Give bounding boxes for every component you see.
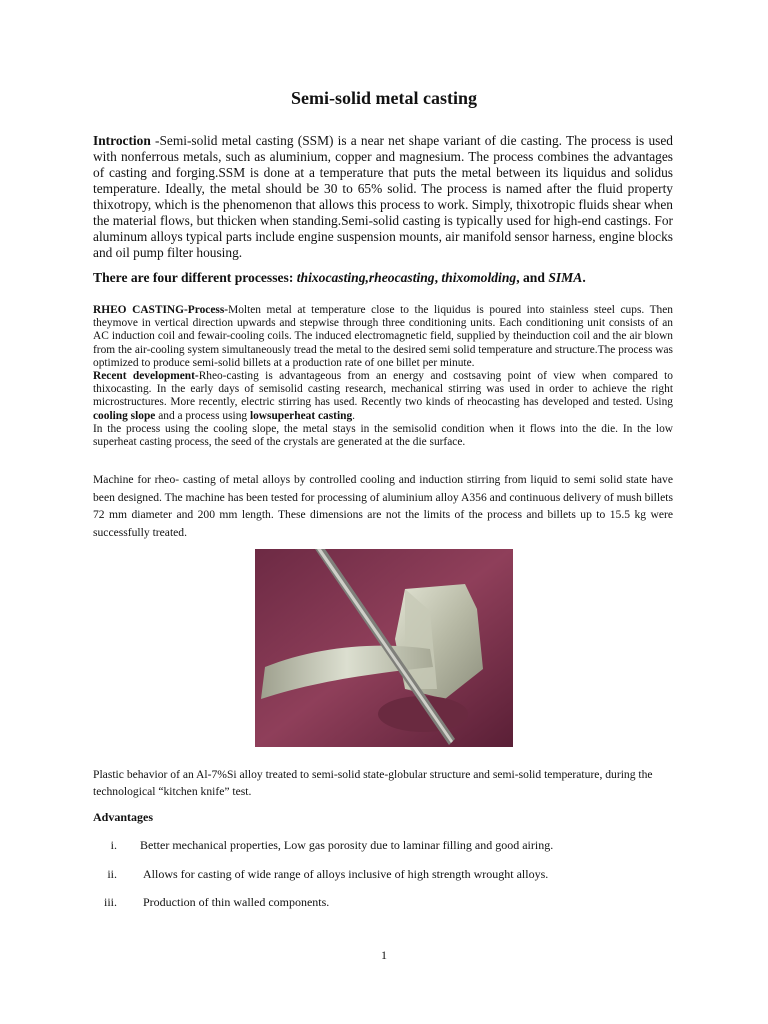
processes-end: .: [582, 270, 586, 285]
advantages-heading: Advantages: [93, 810, 154, 824]
introduction-text: -Semi-solid metal casting (SSM) is a near net shape variant of die casting. The process is used with nonferrous metals, such as aluminium, copper and magnesium. The process combines the advantages of casting and forging.SSM is done at a temperature that puts the metal between its liquidus and solidus temperature. Ideally, the metal should be 30 to 65% solid. The process is named after the fluid property thixotropy, which is the phenomenon that allows this process to work. Simply, thixotropic fluids shear when the material flows, but thicken when standing.Semi-solid casting is typically used for high-end castings. For aluminum alloys typical parts include engine suspension mounts, air manifold sensor harness, engine blocks and oil pump filter housing.: [93, 133, 673, 260]
kitchen-knife-test-photo: [255, 549, 513, 747]
recent-development-text-2: and a process using: [155, 409, 250, 422]
process-thixocasting-rheocasting: thixocasting,rheocasting: [296, 270, 435, 285]
recent-development-label: Recent development-: [93, 370, 199, 383]
cooling-slope-text: In the process using the cooling slope, the metal stays in the semisolid condition when it flows into the die. In the low superheat casting process, the seed of the crystals are generated at the die surface.: [93, 422, 673, 449]
recent-development-text: Rheo-casting is advantageous from an energy and costsaving point of view when compared to thixocasting. In the early days of semisolid casting research, mechanical stirring was used in order to achieve the right microstructures. More recently, electric stirring has used. Recently two kinds of rheocasting has developed and tested. Using: [93, 370, 674, 409]
list-item: [93, 867, 673, 896]
processes-separator: ,: [434, 270, 442, 285]
list-item-number: iii.: [103, 895, 117, 909]
list-item-text: Production of thin walled components.: [143, 895, 330, 909]
rheo-casting-text: Molten metal at temperature close to the liquidus is poured into stainless steel cups. Then theymove in vertical direction upwards and stepwise through three conditioning units. Each conditioning unit consists of an AC induction coil and fewair-cooling coils. The induced electromagnetic field, supplied by theinduction coil and the air blown from the air-cooling system simultaneously tread the metal to the desired semi solid temperature and structure.The process was optimized to produce semi-solid billets at a production rate of one billet per minute.: [93, 304, 673, 369]
process-thixomolding: thixomolding: [441, 270, 517, 285]
processes-lead: There are four different processes:: [93, 270, 297, 285]
list-item: [93, 895, 673, 924]
cooling-slope-term: cooling slope: [93, 409, 156, 422]
processes-heading: [93, 269, 673, 286]
rheo-casting-paragraph: [93, 304, 673, 449]
list-item-number: ii.: [107, 866, 117, 881]
list-item-text: Better mechanical properties, Low gas porosity due to laminar filling and good airing.: [140, 838, 554, 852]
processes-separator: , and: [516, 270, 549, 285]
recent-development-end: .: [352, 409, 355, 422]
machine-paragraph: Machine for rheo- casting of metal alloys by controlled cooling and induction stirring from liquid to semi solid state have been designed. The machine has been tested for processing of aluminium alloy A356 and continuous delivery of mush billets 72 mm diameter and 200 mm length. These dimensions are not the limits of the process and billets up to 15.5 kg were successfully treated.: [93, 473, 673, 539]
low-superheat-term: lowsuperheat casting: [249, 409, 353, 422]
rheo-casting-label: RHEO CASTING-Process-: [93, 304, 229, 316]
list-item-text: Allows for casting of wide range of alloys inclusive of high strength wrought alloys.: [143, 866, 549, 881]
advantages-list: [93, 838, 673, 924]
introduction-label: Introction: [93, 133, 151, 148]
introduction-paragraph: [93, 133, 673, 261]
page-title: Semi-solid metal casting: [291, 88, 477, 108]
list-item-number: i.: [110, 838, 117, 852]
list-item: [93, 838, 673, 867]
page-number: 1: [381, 948, 387, 962]
figure-caption: Plastic behavior of an Al-7%Si alloy treated to semi-solid state-globular structure and semi-solid temperature, during the technological “kitchen knife” test.: [93, 768, 653, 798]
process-sima: SIMA: [548, 270, 583, 285]
